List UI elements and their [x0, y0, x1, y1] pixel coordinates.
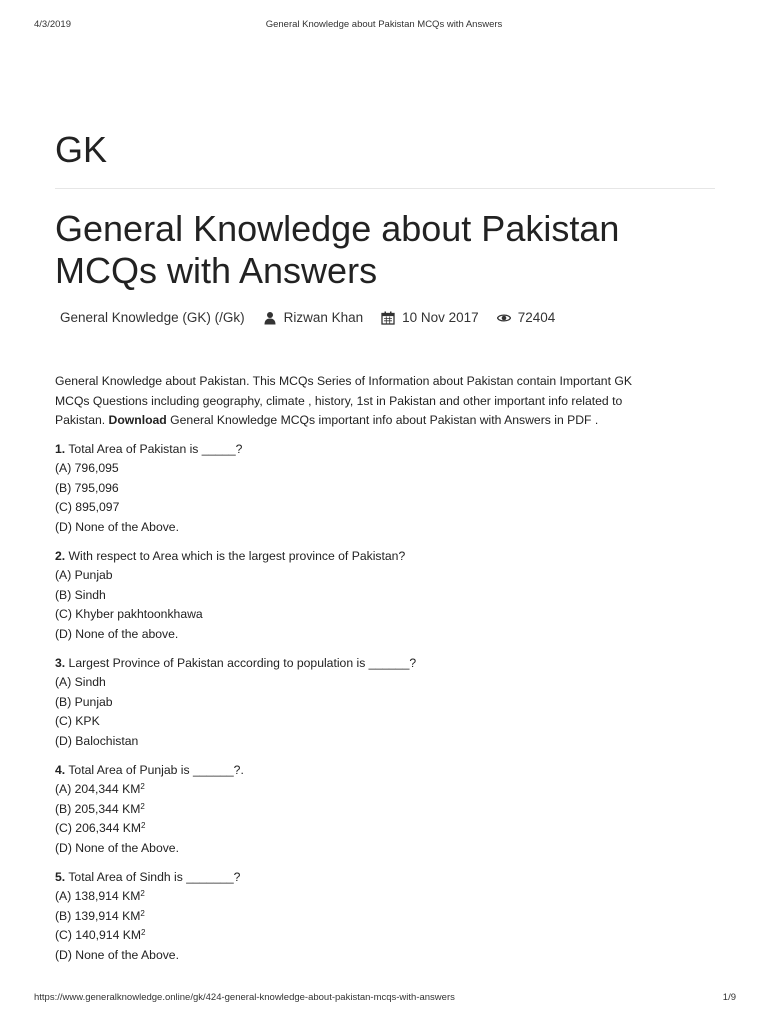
question-4	[55, 761, 715, 859]
calendar-icon	[381, 311, 395, 325]
publish-date: 10 Nov 2017	[402, 310, 479, 325]
intro-line-3-post: General Knowledge MCQs important info about Pakistan with Answers in PDF .	[166, 413, 599, 427]
question-number: 4.	[55, 762, 66, 777]
page-number: 1/9	[722, 992, 736, 1003]
question-1	[55, 440, 715, 538]
author-name: Rizwan Khan	[283, 310, 364, 325]
article-title: General Knowledge about Pakistan MCQs with Answers	[55, 208, 620, 291]
answer-option: (C) 895,097	[55, 500, 120, 514]
question-number: 5.	[55, 869, 66, 884]
article-meta	[60, 310, 555, 325]
question-text	[55, 547, 715, 567]
superscript: 2	[140, 889, 145, 898]
question-text	[55, 440, 715, 460]
answer-option: (B) 205,344 $KM^2$	[55, 801, 145, 816]
superscript: 2	[140, 908, 145, 918]
site-name-link[interactable]: GK	[55, 129, 108, 170]
answer-option: (B) 139,914 $KM^2$	[55, 908, 145, 923]
question-text	[55, 868, 715, 888]
intro-line-2: MCQs Questions including geography, climate , history, 1st in Pakistan and other important info related to	[55, 393, 623, 408]
superscript: 2	[140, 801, 145, 811]
print-date: 4/3/2019	[34, 19, 71, 30]
intro-line-3-pre: Pakistan.	[55, 413, 109, 427]
answer-option: (C) KPK	[55, 714, 100, 728]
page-url: https://www.generalknowledge.online/gk/424-general-knowledge-about-pakistan-mcqs-with-answers	[34, 992, 455, 1003]
user-icon	[263, 311, 277, 325]
answer-option: (B) Punjab	[55, 694, 113, 709]
intro-paragraph	[55, 372, 715, 431]
view-count: 72404	[517, 310, 556, 325]
question-text	[55, 761, 715, 781]
superscript: 2	[140, 782, 145, 791]
question-number: 1.	[55, 441, 66, 456]
download-label: Download	[108, 413, 167, 427]
question-number: 2.	[55, 548, 66, 563]
superscript: 2	[141, 928, 146, 937]
print-header	[0, 19, 768, 33]
answer-option: (D) None of the above.	[55, 626, 179, 641]
answer-option: (A) 204,344 $KM^2$	[55, 782, 145, 796]
print-title: General Knowledge about Pakistan MCQs with Answers	[265, 19, 503, 30]
question-3	[55, 654, 715, 752]
question-2	[55, 547, 715, 645]
question-5	[55, 868, 715, 966]
question-prompt: Total Area of Pakistan is _____?	[65, 441, 243, 456]
eye-icon	[497, 311, 511, 325]
answer-option: (D) None of the Above.	[55, 947, 179, 962]
answer-option: (C) Khyber pakhtoonkhawa	[55, 607, 203, 621]
answer-option: (A) 138,914 $KM^2$	[55, 889, 145, 903]
answer-option: (C) 206,344 $KM^2$	[55, 821, 146, 835]
answer-option: (B) 795,096	[55, 480, 119, 495]
answer-option: (D) None of the Above.	[55, 840, 179, 855]
answer-option: (B) Sindh	[55, 587, 106, 602]
question-number: 3.	[55, 655, 66, 670]
category-link[interactable]: General Knowledge (GK) (/Gk)	[60, 310, 245, 325]
superscript: 2	[141, 821, 146, 830]
question-prompt: Total Area of Sindh is _______?	[65, 869, 241, 884]
question-prompt: Largest Province of Pakistan according to population is ______?	[65, 655, 417, 670]
answer-option: (D) None of the Above.	[55, 519, 179, 534]
answer-option: (D) Balochistan	[55, 733, 139, 748]
answer-option: (A) Punjab	[55, 568, 113, 582]
header-divider	[55, 188, 715, 189]
question-prompt: With respect to Area which is the largest province of Pakistan?	[65, 548, 406, 563]
answer-option: (C) 140,914 $KM^2$	[55, 928, 146, 942]
question-text	[55, 654, 715, 674]
answer-option: (A) 796,095	[55, 461, 119, 475]
article-content	[55, 372, 715, 975]
intro-line-1: General Knowledge about Pakistan. This MCQs Series of Information about Pakistan contain Important GK	[55, 374, 632, 388]
question-prompt: Total Area of Punjab is ______?.	[65, 762, 244, 777]
answer-option: (A) Sindh	[55, 675, 106, 689]
